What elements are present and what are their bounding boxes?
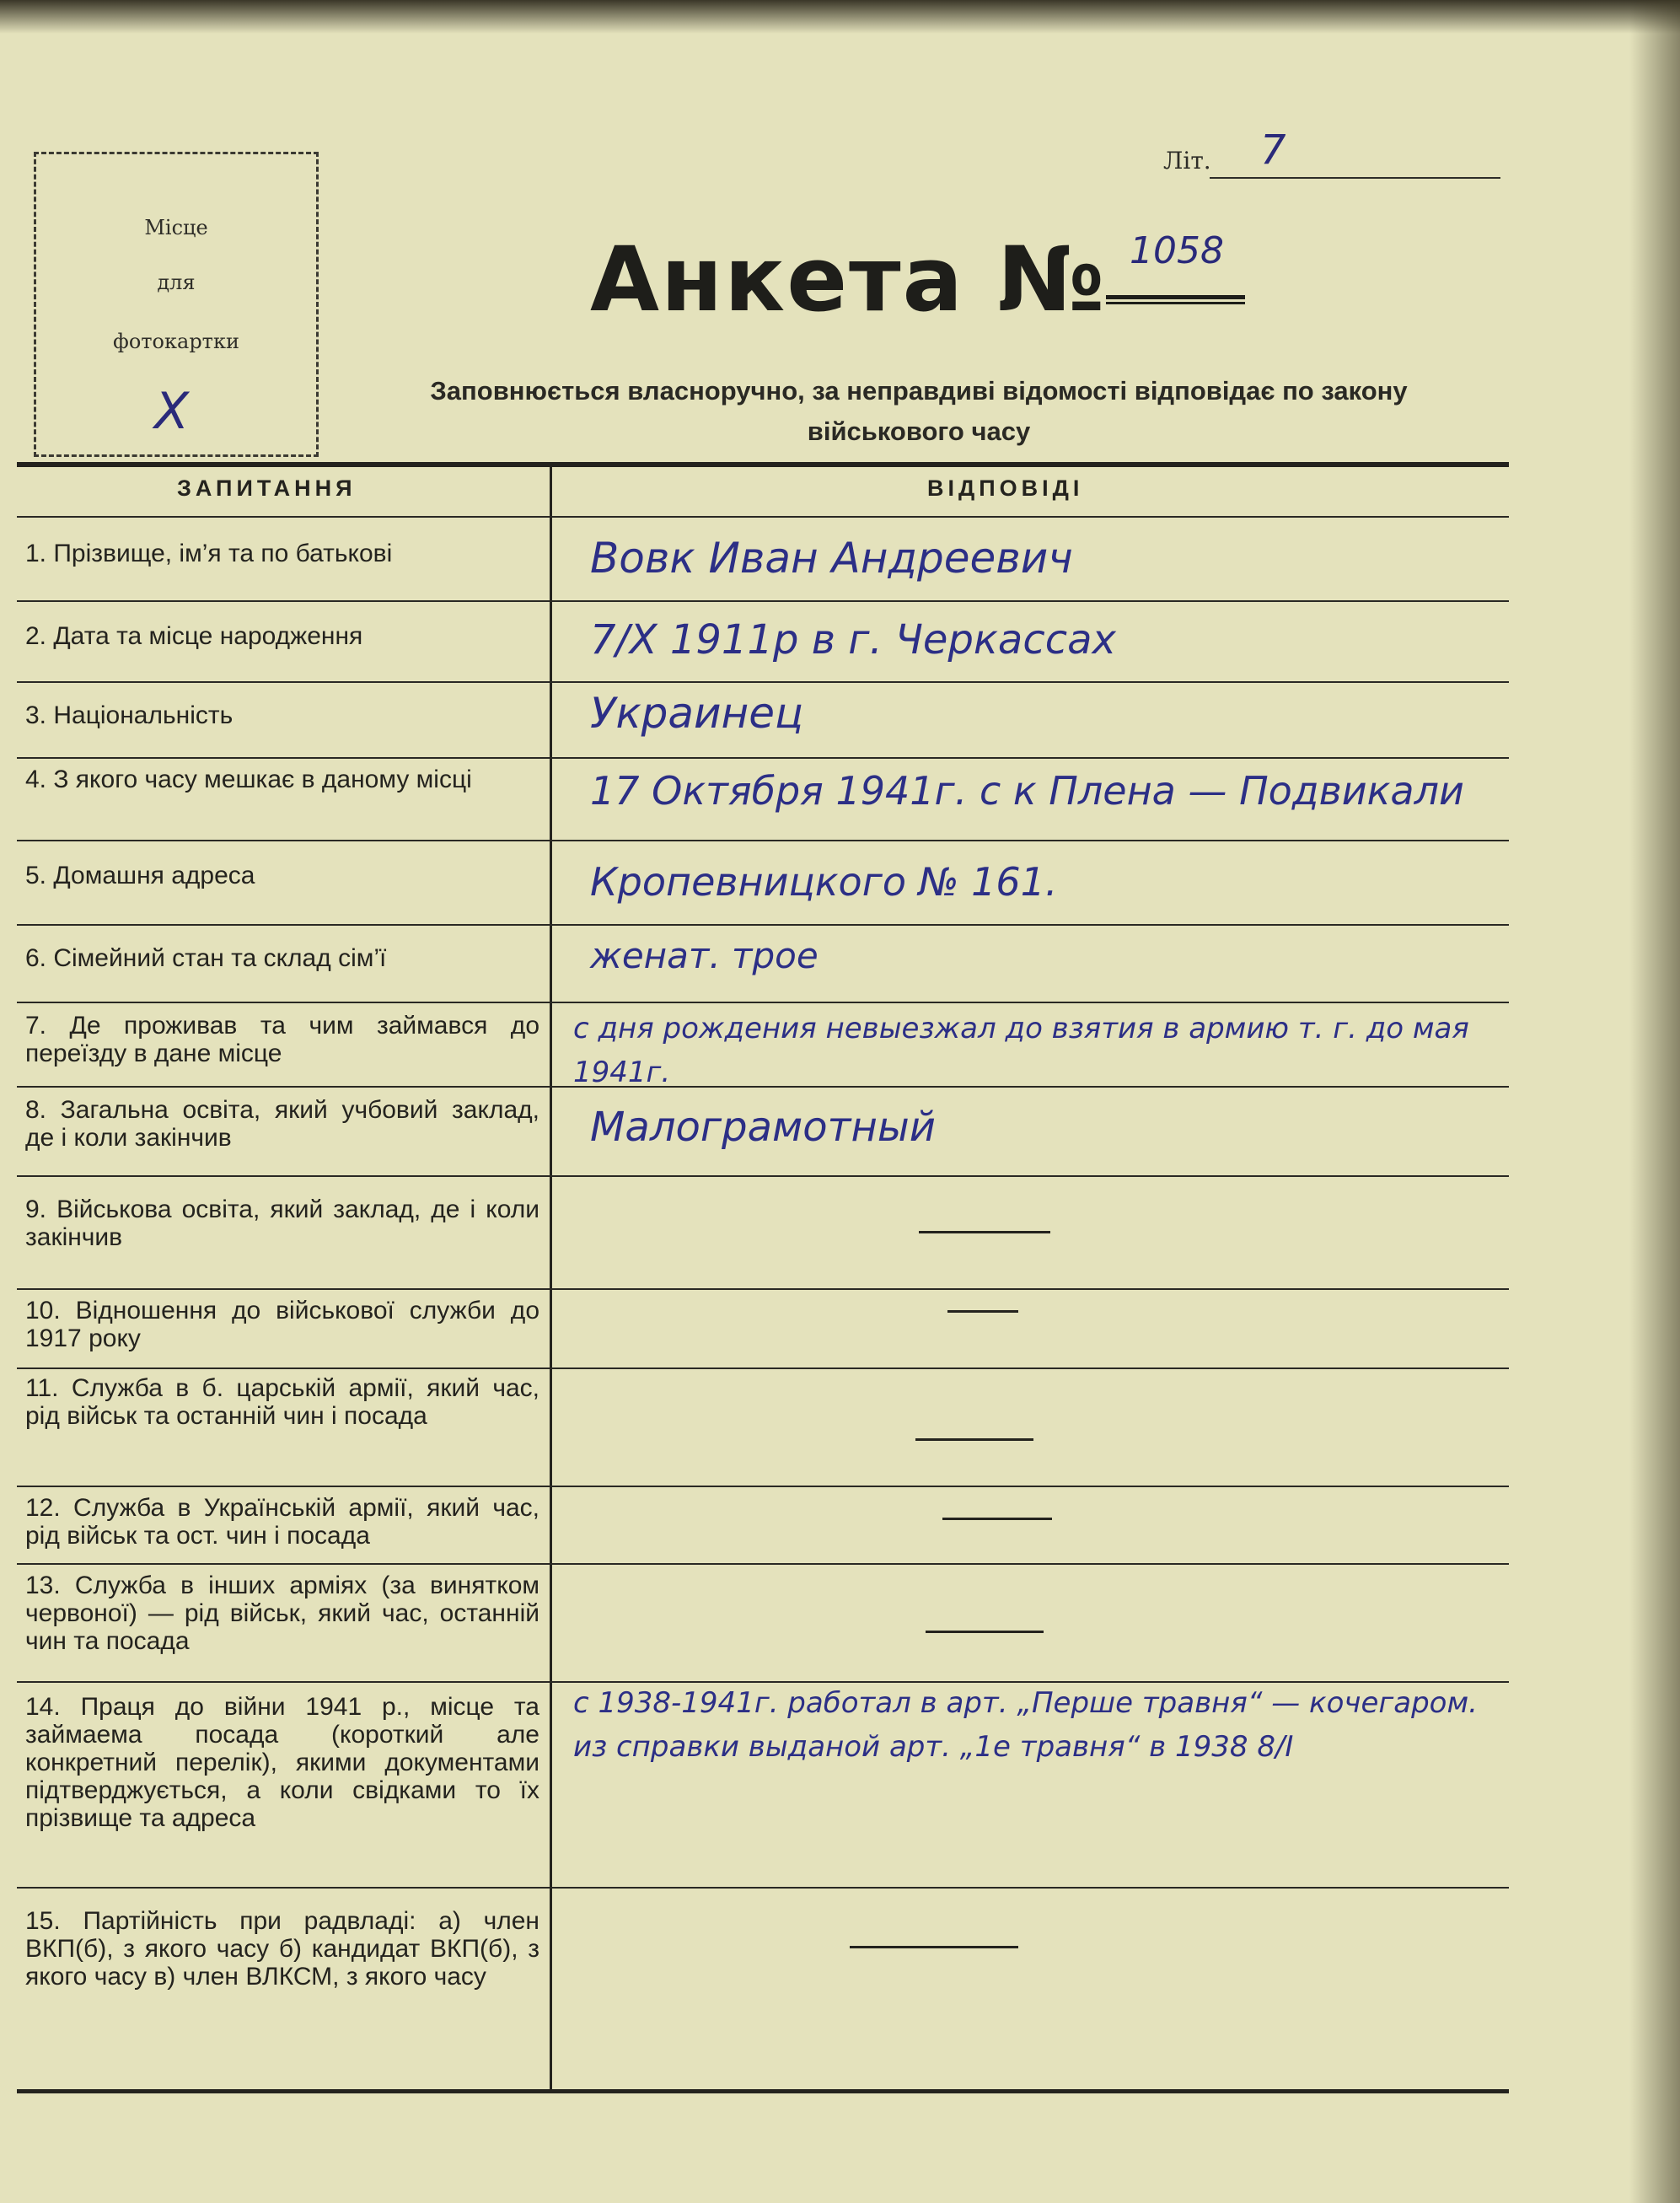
answer-1: Вовк Иван Андреевич: [590, 534, 1073, 583]
title-number-underline: [1106, 295, 1245, 299]
form-title: Анкета №: [590, 228, 1107, 331]
photo-placeholder-box: [34, 152, 319, 457]
answer-10-dash: [947, 1310, 1018, 1313]
answer-13-dash: [926, 1631, 1044, 1633]
row-separator: [17, 1367, 1509, 1369]
answer-9-dash: [919, 1231, 1050, 1233]
photo-label-line2: для: [157, 271, 196, 294]
table-bottom-rule: [17, 2089, 1509, 2093]
row-separator: [17, 516, 1509, 518]
question-11: 11. Служба в б. царській армії, який час, рід військ та останній чин і посада: [25, 1374, 539, 1430]
row-separator: [17, 600, 1509, 602]
table-top-rule: [17, 462, 1509, 467]
question-15: 15. Партійність при радвладі: а) член ВКП(б), з якого часу б) кандидат ВКП(б), з якого часу в) член ВЛКСМ, з якого часу: [25, 1907, 539, 1991]
photo-label-line1: Місце: [144, 216, 208, 239]
table-column-divider: [550, 462, 552, 2089]
question-14: 14. Праця до війни 1941 р., місце та займаема посада (короткий але конкретний перелік), якими документами підтверджується, а коли свідками то їх прізвище та адреса: [25, 1693, 539, 1832]
question-4: 4. З якого часу мешкає в даному місці: [25, 766, 472, 793]
answer-2: 7/X 1911р в г. Черкассах: [590, 616, 1116, 664]
answer-4: 17 Октября 1941г. с к Плена — Подвикали: [590, 768, 1464, 814]
lit-value: 7: [1260, 126, 1286, 174]
answer-11-dash: [915, 1438, 1033, 1441]
question-1: 1. Прізвище, ім’я та по батькові: [25, 540, 393, 567]
header-question: ЗАПИТАННЯ: [177, 476, 357, 501]
photo-handwritten-mark: X: [154, 382, 190, 441]
answer-15-dash: [850, 1946, 1018, 1948]
answer-5: Кропевницкого № 161.: [590, 859, 1058, 905]
top-shadow: [0, 0, 1680, 34]
row-separator: [17, 757, 1509, 759]
question-3: 3. Національність: [25, 701, 233, 729]
answer-7: с дня рождения невыезжал до взятия в армию т. г. до мая 1941г.: [573, 1012, 1469, 1089]
question-10: 10. Відношення до військової служби до 1917 року: [25, 1297, 539, 1352]
answer-12-dash: [942, 1518, 1052, 1520]
title-number-underline-2: [1106, 302, 1245, 304]
row-separator: [17, 1887, 1509, 1889]
row-separator: [17, 1086, 1509, 1088]
question-9: 9. Військова освіта, який заклад, де і коли закінчив: [25, 1196, 539, 1251]
question-6: 6. Сімейний стан та склад сім’ї: [25, 944, 387, 972]
header-answer: ВІДПОВІДІ: [927, 476, 1084, 501]
photo-label-line3: фотокартки: [113, 330, 239, 353]
answer-14: с 1938-1941г. работал в арт. „Перше травня“ — кочегаром. из справки выданой арт. „1е травня“ в 1938 8/I: [573, 1686, 1478, 1764]
row-separator: [17, 1175, 1509, 1177]
row-separator: [17, 1486, 1509, 1487]
row-separator: [17, 1288, 1509, 1290]
form-subtitle: Заповнюється власноручно, за неправдиві відомості відповідає по закону військового часу: [430, 376, 1408, 446]
row-separator: [17, 1563, 1509, 1565]
answer-6: женат. трое: [590, 935, 819, 976]
row-separator: [17, 681, 1509, 683]
lit-label: Літ.: [1163, 147, 1211, 175]
row-separator: [17, 924, 1509, 926]
question-5: 5. Домашня адреса: [25, 862, 255, 889]
question-7: 7. Де проживав та чим займався до переїзду в дане місце: [25, 1012, 539, 1067]
answer-8: Малограмотный: [590, 1104, 936, 1151]
form-number: 1058: [1130, 229, 1224, 272]
question-12: 12. Служба в Українській армії, який час, рід військ та ост. чин і посада: [25, 1494, 539, 1550]
page-edge-shadow: [1629, 0, 1680, 2203]
row-separator: [17, 1002, 1509, 1003]
lit-underline: [1210, 177, 1500, 179]
question-13: 13. Служба в інших арміях (за винятком червоної) — рід військ, який час, останній чин та посада: [25, 1572, 539, 1655]
row-separator: [17, 840, 1509, 841]
question-2: 2. Дата та місце народження: [25, 622, 363, 650]
question-8: 8. Загальна освіта, який учбовий заклад, де і коли закінчив: [25, 1096, 539, 1152]
answer-3: Украинец: [590, 689, 804, 738]
